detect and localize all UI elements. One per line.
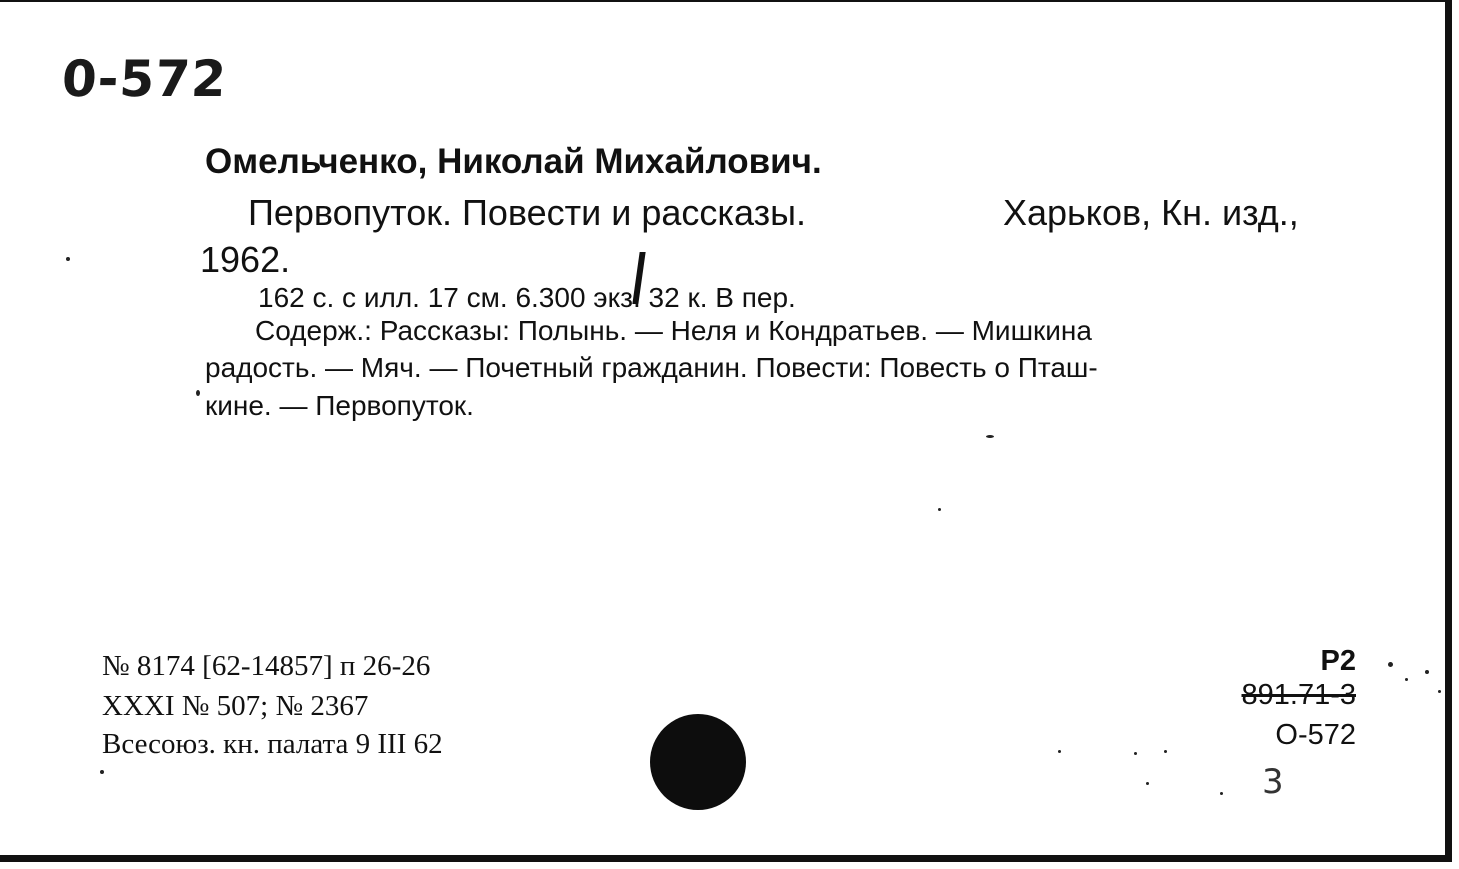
registry-line-2: XXXI № 507; № 2367 xyxy=(102,690,369,722)
contents-line-1: Содерж.: Рассказы: Полынь. — Неля и Кондратьев. — Мишкина xyxy=(255,315,1092,346)
registry-line-1: № 8174 [62-14857] п 26-26 xyxy=(102,650,431,682)
ink-speck xyxy=(1164,750,1167,753)
ink-speck xyxy=(986,435,994,438)
class-code-3: О-572 xyxy=(1275,719,1356,751)
ink-speck xyxy=(100,770,104,774)
ink-speck xyxy=(1220,792,1223,795)
year-line: 1962. xyxy=(200,239,291,280)
punch-hole xyxy=(650,714,746,810)
publisher-line: Харьков, Кн. изд., xyxy=(1003,192,1299,233)
ink-speck xyxy=(1134,752,1137,755)
title-line: Первопуток. Повести и рассказы. xyxy=(248,192,806,233)
ink-speck xyxy=(1405,678,1408,681)
ink-speck xyxy=(1438,690,1441,693)
registry-line-3: Всесоюз. кн. палата 9 III 62 xyxy=(102,728,443,760)
contents-line-3: кине. — Первопуток. xyxy=(205,390,474,421)
ink-speck xyxy=(938,508,941,511)
handwritten-mark: 3 xyxy=(1262,762,1284,802)
ink-speck xyxy=(1146,782,1149,785)
class-code-1: Р2 xyxy=(1320,645,1356,677)
handwritten-call-number: 0-572 xyxy=(60,50,229,108)
author-heading: Омельченко, Николай Михайлович. xyxy=(205,142,822,181)
ink-speck xyxy=(1425,670,1429,674)
ink-speck xyxy=(196,390,200,396)
contents-line-2: радость. — Мяч. — Почетный гражданин. Повести: Повесть о Пташ- xyxy=(205,352,1098,383)
ink-speck xyxy=(1388,662,1393,667)
class-code-2: 891.71-3 xyxy=(1241,679,1356,711)
physical-description: 162 с. с илл. 17 см. 6.300 экз. 32 к. В пер. xyxy=(258,282,796,313)
ink-speck xyxy=(1058,750,1061,753)
ink-speck xyxy=(66,257,70,261)
